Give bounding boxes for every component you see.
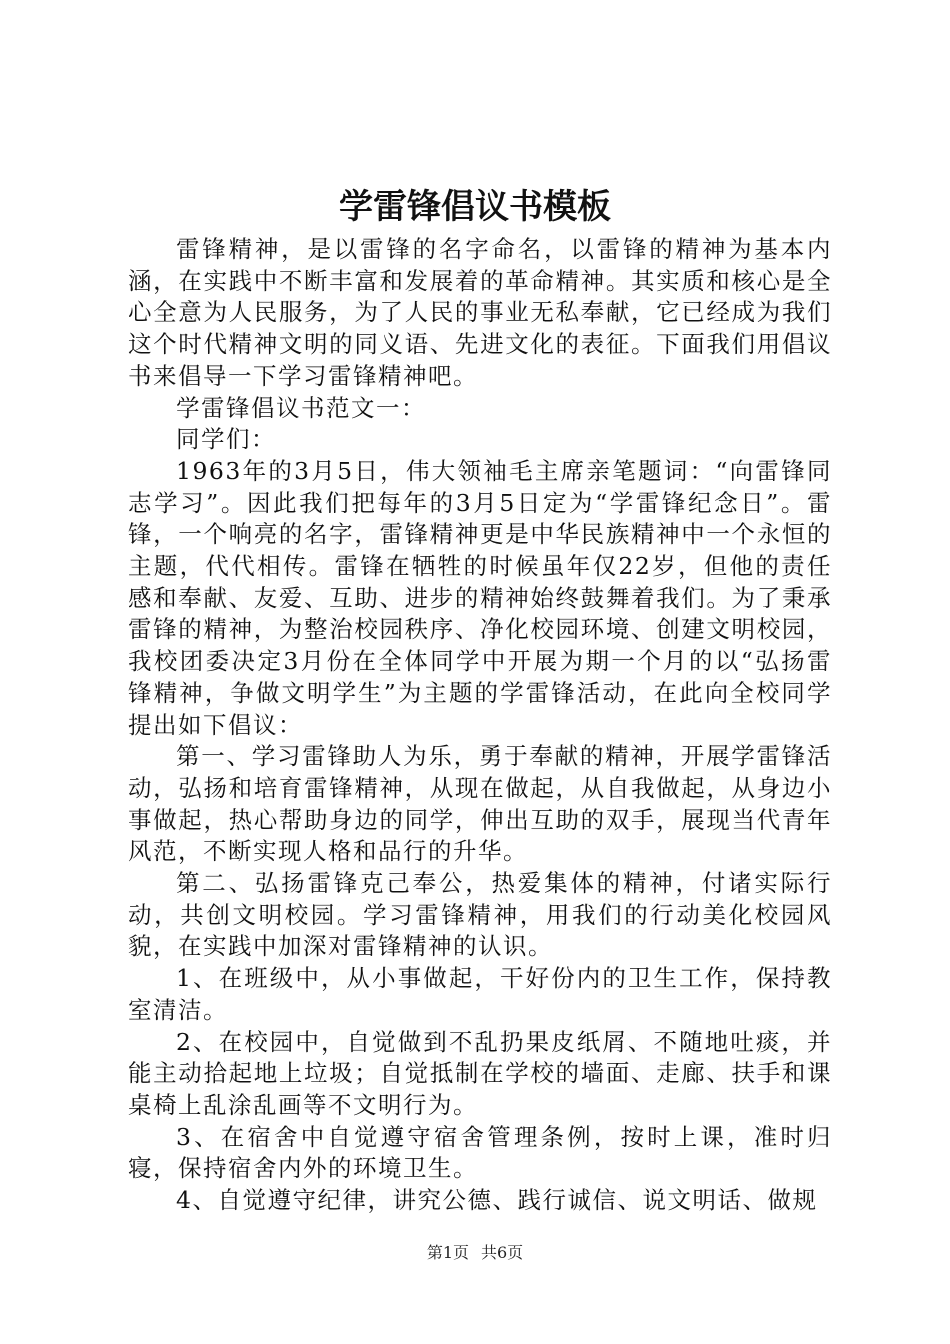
body-paragraph: 1963年的3月5日，伟大领袖毛主席亲笔题词：“向雷锋同志学习”。因此我们把每年的3月5日定为“学雷锋纪念日”。雷锋，一个响亮的名字，雷锋精神更是中华民族精神中一个永恒的主题，代代相传。雷锋在牺牲的时候虽年仅22岁，但他的责任感和奉献、友爱、互助、进步的精神始终鼓舞着我们。为了秉承雷锋的精神，为整治校园秩序、净化校园环境、创建文明校园，我校团委决定3月份在全体同学中开展为期一个月的以“弘扬雷锋精神，争做文明学生”为主题的学雷锋活动，在此向全校同学提出如下倡议：	[128, 456, 832, 739]
intro-paragraph: 雷锋精神，是以雷锋的名字命名，以雷锋的精神为基本内涵，在实践中不断丰富和发展着的革命精神。其实质和核心是全心全意为人民服务，为了人民的事业无私奉献，它已经成为我们这个时代精神文明的同义语、先进文化的表征。下面我们用倡议书来倡导一下学习雷锋精神吧。	[128, 235, 832, 390]
list-item-1: 1、在班级中，从小事做起，干好份内的卫生工作，保持教室清洁。	[128, 964, 832, 1024]
proposal-two: 第二、弘扬雷锋克己奉公，热爱集体的精神，付诸实际行动，共创文明校园。学习雷锋精神，用我们的行动美化校园风貌，在实践中加深对雷锋精神的认识。	[128, 869, 832, 961]
document-title: 学雷锋倡议书模板	[339, 187, 611, 227]
page-number: 第1页	[426, 1243, 469, 1262]
list-item-2: 2、在校园中，自觉做到不乱扔果皮纸屑、不随地吐痰，并能主动拾起地上垃圾；自觉抵制在学校的墙面、走廊、扶手和课桌椅上乱涂乱画等不文明行为。	[128, 1027, 832, 1119]
page-footer	[0, 1242, 950, 1264]
salutation: 同学们：	[176, 425, 276, 454]
list-item-4: 4、自觉遵守纪律，讲究公德、践行诚信、说文明话、做规	[176, 1186, 818, 1215]
sample-heading: 学雷锋倡议书范文一：	[176, 393, 426, 422]
proposal-one: 第一、学习雷锋助人为乐，勇于奉献的精神，开展学雷锋活动，弘扬和培育雷锋精神，从现在做起，从自我做起，从身边小事做起，热心帮助身边的同学，伸出互助的双手，展现当代青年风范，不断实现人格和品行的升华。	[128, 742, 832, 866]
page-total: 共6页	[481, 1243, 524, 1262]
document-body	[128, 234, 832, 1217]
list-item-3: 3、在宿舍中自觉遵守宿舍管理条例，按时上课，准时归寝，保持宿舍内外的环境卫生。	[128, 1122, 832, 1183]
